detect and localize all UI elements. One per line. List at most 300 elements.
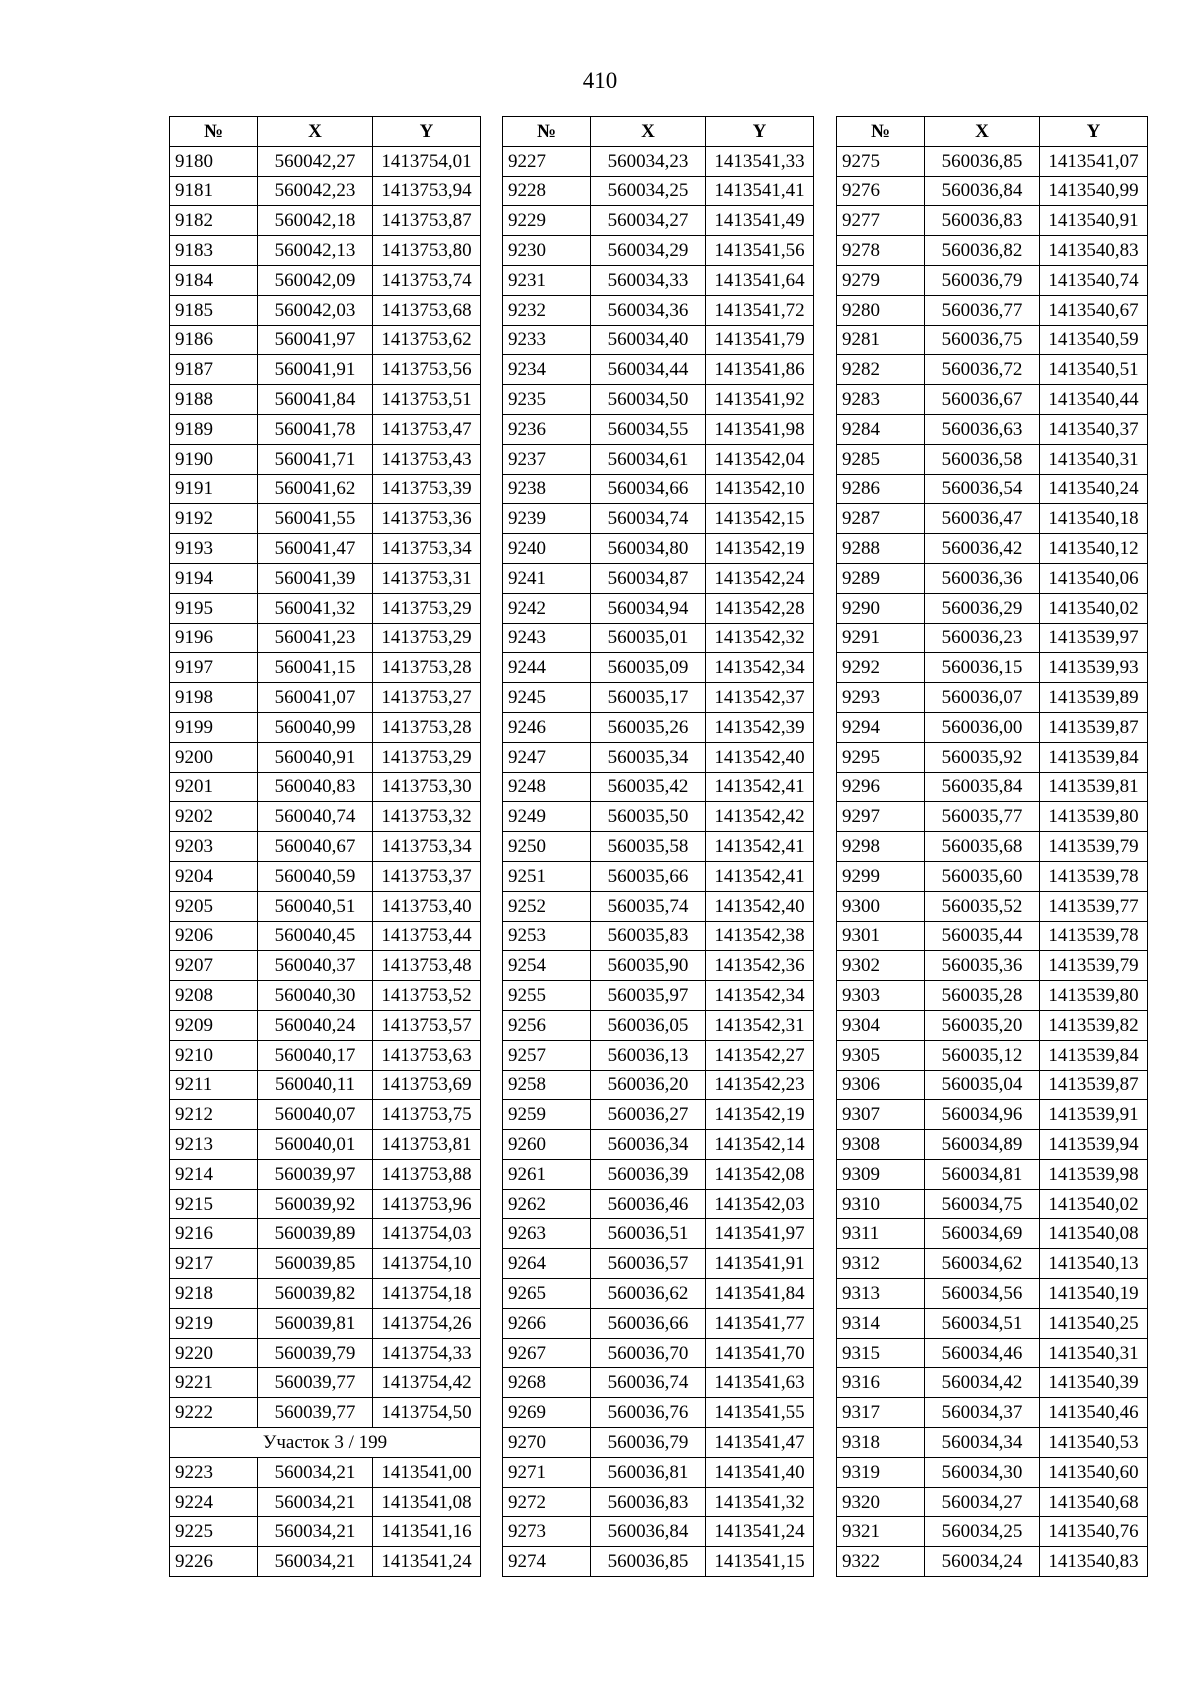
header-row xyxy=(837,117,1148,147)
point-number: 9217 xyxy=(170,1249,258,1279)
point-number: 9315 xyxy=(837,1338,925,1368)
y-coordinate: 1413753,68 xyxy=(373,295,481,325)
x-coordinate: 560040,74 xyxy=(258,802,373,832)
point-number: 9306 xyxy=(837,1070,925,1100)
table-row xyxy=(503,504,814,534)
x-coordinate: 560039,85 xyxy=(258,1249,373,1279)
point-number: 9257 xyxy=(503,1040,591,1070)
point-number: 9187 xyxy=(170,355,258,385)
x-coordinate: 560036,75 xyxy=(925,325,1040,355)
y-coordinate: 1413541,40 xyxy=(706,1457,814,1487)
x-coordinate: 560034,66 xyxy=(591,474,706,504)
table-row xyxy=(170,1249,481,1279)
point-number: 9293 xyxy=(837,683,925,713)
y-coordinate: 1413753,34 xyxy=(373,832,481,862)
x-coordinate: 560034,51 xyxy=(925,1308,1040,1338)
point-number: 9263 xyxy=(503,1219,591,1249)
y-coordinate: 1413753,27 xyxy=(373,683,481,713)
x-coordinate: 560034,74 xyxy=(591,504,706,534)
table-row xyxy=(837,1100,1148,1130)
point-number: 9196 xyxy=(170,623,258,653)
x-coordinate: 560040,91 xyxy=(258,742,373,772)
x-coordinate: 560035,28 xyxy=(925,981,1040,1011)
x-coordinate: 560036,70 xyxy=(591,1338,706,1368)
x-coordinate: 560041,23 xyxy=(258,623,373,653)
point-number: 9194 xyxy=(170,563,258,593)
x-coordinate: 560040,83 xyxy=(258,772,373,802)
table-row xyxy=(170,1279,481,1309)
point-number: 9301 xyxy=(837,921,925,951)
y-coordinate: 1413541,41 xyxy=(706,176,814,206)
table-row xyxy=(170,861,481,891)
x-coordinate: 560040,45 xyxy=(258,921,373,951)
table-row xyxy=(503,414,814,444)
point-number: 9209 xyxy=(170,1010,258,1040)
point-number: 9237 xyxy=(503,444,591,474)
table-row xyxy=(837,1159,1148,1189)
table-row xyxy=(170,265,481,295)
y-coordinate: 1413540,02 xyxy=(1040,1189,1148,1219)
table-row xyxy=(837,1517,1148,1547)
x-coordinate: 560034,25 xyxy=(591,176,706,206)
point-number: 9260 xyxy=(503,1130,591,1160)
y-coordinate: 1413753,69 xyxy=(373,1070,481,1100)
y-coordinate: 1413539,91 xyxy=(1040,1100,1148,1130)
y-coordinate: 1413542,19 xyxy=(706,534,814,564)
y-coordinate: 1413541,15 xyxy=(706,1547,814,1577)
y-coordinate: 1413540,18 xyxy=(1040,504,1148,534)
y-coordinate: 1413539,80 xyxy=(1040,981,1148,1011)
x-coordinate: 560034,21 xyxy=(258,1457,373,1487)
table-row xyxy=(170,1368,481,1398)
table-row xyxy=(837,236,1148,266)
point-number: 9312 xyxy=(837,1249,925,1279)
table-row xyxy=(170,534,481,564)
point-number: 9253 xyxy=(503,921,591,951)
point-number: 9225 xyxy=(170,1517,258,1547)
point-number: 9201 xyxy=(170,772,258,802)
point-number: 9285 xyxy=(837,444,925,474)
y-coordinate: 1413753,56 xyxy=(373,355,481,385)
table-row xyxy=(837,1010,1148,1040)
table-row xyxy=(170,444,481,474)
x-coordinate: 560040,11 xyxy=(258,1070,373,1100)
table-row xyxy=(837,1308,1148,1338)
y-coordinate: 1413753,88 xyxy=(373,1159,481,1189)
y-coordinate: 1413539,78 xyxy=(1040,861,1148,891)
x-coordinate: 560035,58 xyxy=(591,832,706,862)
x-coordinate: 560034,81 xyxy=(925,1159,1040,1189)
x-coordinate: 560036,34 xyxy=(591,1130,706,1160)
table-row xyxy=(503,1457,814,1487)
x-coordinate: 560034,40 xyxy=(591,325,706,355)
table-row xyxy=(170,1070,481,1100)
point-number: 9233 xyxy=(503,325,591,355)
x-coordinate: 560036,29 xyxy=(925,593,1040,623)
point-number: 9269 xyxy=(503,1398,591,1428)
table-row xyxy=(170,1398,481,1428)
y-coordinate: 1413542,38 xyxy=(706,921,814,951)
y-coordinate: 1413540,91 xyxy=(1040,206,1148,236)
y-coordinate: 1413540,74 xyxy=(1040,265,1148,295)
point-number: 9210 xyxy=(170,1040,258,1070)
point-number: 9271 xyxy=(503,1457,591,1487)
y-coordinate: 1413542,34 xyxy=(706,981,814,1011)
table-row xyxy=(170,236,481,266)
point-number: 9300 xyxy=(837,891,925,921)
table-row xyxy=(503,981,814,1011)
point-number: 9239 xyxy=(503,504,591,534)
y-coordinate: 1413753,29 xyxy=(373,742,481,772)
table-row xyxy=(170,802,481,832)
x-coordinate: 560034,37 xyxy=(925,1398,1040,1428)
table-row xyxy=(503,1249,814,1279)
point-number: 9232 xyxy=(503,295,591,325)
x-coordinate: 560036,05 xyxy=(591,1010,706,1040)
point-number: 9184 xyxy=(170,265,258,295)
y-coordinate: 1413753,75 xyxy=(373,1100,481,1130)
x-coordinate: 560041,84 xyxy=(258,385,373,415)
table-row xyxy=(837,1219,1148,1249)
y-coordinate: 1413541,92 xyxy=(706,385,814,415)
point-number: 9270 xyxy=(503,1428,591,1458)
x-coordinate: 560036,84 xyxy=(591,1517,706,1547)
x-coordinate: 560040,37 xyxy=(258,951,373,981)
point-number: 9313 xyxy=(837,1279,925,1309)
point-number: 9193 xyxy=(170,534,258,564)
x-coordinate: 560034,23 xyxy=(591,146,706,176)
point-number: 9235 xyxy=(503,385,591,415)
y-coordinate: 1413542,31 xyxy=(706,1010,814,1040)
x-coordinate: 560040,51 xyxy=(258,891,373,921)
y-coordinate: 1413541,55 xyxy=(706,1398,814,1428)
table-row xyxy=(837,176,1148,206)
y-coordinate: 1413540,24 xyxy=(1040,474,1148,504)
x-coordinate: 560036,00 xyxy=(925,712,1040,742)
table-row xyxy=(170,1338,481,1368)
point-number: 9316 xyxy=(837,1368,925,1398)
y-coordinate: 1413753,28 xyxy=(373,653,481,683)
x-coordinate: 560035,01 xyxy=(591,623,706,653)
x-coordinate: 560041,39 xyxy=(258,563,373,593)
x-coordinate: 560034,44 xyxy=(591,355,706,385)
point-number: 9267 xyxy=(503,1338,591,1368)
y-coordinate: 1413753,81 xyxy=(373,1130,481,1160)
x-coordinate: 560036,79 xyxy=(591,1428,706,1458)
table-row xyxy=(170,921,481,951)
point-number: 9292 xyxy=(837,653,925,683)
table-row xyxy=(837,265,1148,295)
x-coordinate: 560034,87 xyxy=(591,563,706,593)
table-row xyxy=(170,1189,481,1219)
table-row xyxy=(503,1368,814,1398)
point-number: 9212 xyxy=(170,1100,258,1130)
table-row xyxy=(837,981,1148,1011)
table-row xyxy=(503,236,814,266)
x-coordinate: 560036,84 xyxy=(925,176,1040,206)
point-number: 9266 xyxy=(503,1308,591,1338)
y-coordinate: 1413540,25 xyxy=(1040,1308,1148,1338)
x-coordinate: 560036,07 xyxy=(925,683,1040,713)
x-coordinate: 560036,51 xyxy=(591,1219,706,1249)
x-coordinate: 560042,27 xyxy=(258,146,373,176)
point-number: 9299 xyxy=(837,861,925,891)
point-number: 9256 xyxy=(503,1010,591,1040)
table-row xyxy=(837,206,1148,236)
point-number: 9317 xyxy=(837,1398,925,1428)
point-number: 9249 xyxy=(503,802,591,832)
y-coordinate: 1413541,91 xyxy=(706,1249,814,1279)
x-coordinate: 560035,20 xyxy=(925,1010,1040,1040)
table-row xyxy=(503,921,814,951)
x-coordinate: 560034,33 xyxy=(591,265,706,295)
x-coordinate: 560041,32 xyxy=(258,593,373,623)
x-coordinate: 560042,09 xyxy=(258,265,373,295)
y-coordinate: 1413542,24 xyxy=(706,563,814,593)
point-number: 9238 xyxy=(503,474,591,504)
x-coordinate: 560041,78 xyxy=(258,414,373,444)
point-number: 9248 xyxy=(503,772,591,802)
point-number: 9226 xyxy=(170,1547,258,1577)
x-coordinate: 560034,29 xyxy=(591,236,706,266)
x-coordinate: 560039,89 xyxy=(258,1219,373,1249)
point-number: 9241 xyxy=(503,563,591,593)
y-coordinate: 1413753,63 xyxy=(373,1040,481,1070)
x-coordinate: 560035,97 xyxy=(591,981,706,1011)
y-coordinate: 1413540,99 xyxy=(1040,176,1148,206)
point-number: 9318 xyxy=(837,1428,925,1458)
y-coordinate: 1413540,31 xyxy=(1040,444,1148,474)
x-coordinate: 560041,62 xyxy=(258,474,373,504)
point-number: 9206 xyxy=(170,921,258,951)
table-row xyxy=(170,325,481,355)
point-number: 9303 xyxy=(837,981,925,1011)
point-number: 9223 xyxy=(170,1457,258,1487)
y-coordinate: 1413540,83 xyxy=(1040,236,1148,266)
y-coordinate: 1413541,47 xyxy=(706,1428,814,1458)
table-row xyxy=(170,832,481,862)
y-coordinate: 1413754,01 xyxy=(373,146,481,176)
x-coordinate: 560035,17 xyxy=(591,683,706,713)
point-number: 9216 xyxy=(170,1219,258,1249)
point-number: 9287 xyxy=(837,504,925,534)
y-coordinate: 1413539,78 xyxy=(1040,921,1148,951)
table-row xyxy=(837,414,1148,444)
y-coordinate: 1413753,48 xyxy=(373,951,481,981)
y-coordinate: 1413540,68 xyxy=(1040,1487,1148,1517)
point-number: 9291 xyxy=(837,623,925,653)
point-number: 9274 xyxy=(503,1547,591,1577)
table-row xyxy=(170,653,481,683)
point-number: 9304 xyxy=(837,1010,925,1040)
table-row xyxy=(503,1428,814,1458)
point-number: 9294 xyxy=(837,712,925,742)
point-number: 9192 xyxy=(170,504,258,534)
table-row xyxy=(503,1308,814,1338)
x-coordinate: 560042,03 xyxy=(258,295,373,325)
y-coordinate: 1413541,33 xyxy=(706,146,814,176)
y-coordinate: 1413542,32 xyxy=(706,623,814,653)
point-number: 9183 xyxy=(170,236,258,266)
header-number: № xyxy=(503,117,591,147)
y-coordinate: 1413539,89 xyxy=(1040,683,1148,713)
x-coordinate: 560034,62 xyxy=(925,1249,1040,1279)
y-coordinate: 1413540,02 xyxy=(1040,593,1148,623)
table-row xyxy=(837,623,1148,653)
point-number: 9307 xyxy=(837,1100,925,1130)
point-number: 9296 xyxy=(837,772,925,802)
x-coordinate: 560035,42 xyxy=(591,772,706,802)
y-coordinate: 1413754,42 xyxy=(373,1368,481,1398)
table-row xyxy=(837,1189,1148,1219)
y-coordinate: 1413753,52 xyxy=(373,981,481,1011)
table-row xyxy=(503,832,814,862)
x-coordinate: 560041,91 xyxy=(258,355,373,385)
y-coordinate: 1413540,31 xyxy=(1040,1338,1148,1368)
point-number: 9281 xyxy=(837,325,925,355)
point-number: 9197 xyxy=(170,653,258,683)
table-row xyxy=(837,1279,1148,1309)
table-row xyxy=(837,504,1148,534)
y-coordinate: 1413541,07 xyxy=(1040,146,1148,176)
x-coordinate: 560036,72 xyxy=(925,355,1040,385)
y-coordinate: 1413753,28 xyxy=(373,712,481,742)
table-row xyxy=(503,325,814,355)
point-number: 9208 xyxy=(170,981,258,1011)
x-coordinate: 560035,09 xyxy=(591,653,706,683)
y-coordinate: 1413753,80 xyxy=(373,236,481,266)
y-coordinate: 1413541,72 xyxy=(706,295,814,325)
y-coordinate: 1413540,13 xyxy=(1040,1249,1148,1279)
table-row xyxy=(170,1100,481,1130)
point-number: 9258 xyxy=(503,1070,591,1100)
table-row xyxy=(503,772,814,802)
table-row xyxy=(837,1487,1148,1517)
point-number: 9259 xyxy=(503,1100,591,1130)
point-number: 9280 xyxy=(837,295,925,325)
header-x: X xyxy=(258,117,373,147)
point-number: 9198 xyxy=(170,683,258,713)
table-row xyxy=(837,1368,1148,1398)
y-coordinate: 1413542,41 xyxy=(706,772,814,802)
y-coordinate: 1413542,19 xyxy=(706,1100,814,1130)
x-coordinate: 560036,67 xyxy=(925,385,1040,415)
table-row xyxy=(837,474,1148,504)
table-row xyxy=(837,534,1148,564)
y-coordinate: 1413539,81 xyxy=(1040,772,1148,802)
point-number: 9310 xyxy=(837,1189,925,1219)
x-coordinate: 560035,66 xyxy=(591,861,706,891)
table-row xyxy=(170,742,481,772)
x-coordinate: 560036,20 xyxy=(591,1070,706,1100)
header-y: Y xyxy=(706,117,814,147)
x-coordinate: 560034,27 xyxy=(591,206,706,236)
point-number: 9190 xyxy=(170,444,258,474)
table-row xyxy=(837,891,1148,921)
point-number: 9314 xyxy=(837,1308,925,1338)
table-row xyxy=(170,683,481,713)
point-number: 9295 xyxy=(837,742,925,772)
header-y: Y xyxy=(1040,117,1148,147)
y-coordinate: 1413539,98 xyxy=(1040,1159,1148,1189)
table-row xyxy=(503,712,814,742)
y-coordinate: 1413542,23 xyxy=(706,1070,814,1100)
y-coordinate: 1413542,15 xyxy=(706,504,814,534)
table-row xyxy=(837,593,1148,623)
table-row xyxy=(837,1040,1148,1070)
y-coordinate: 1413542,28 xyxy=(706,593,814,623)
table-row xyxy=(170,1130,481,1160)
y-coordinate: 1413539,80 xyxy=(1040,802,1148,832)
x-coordinate: 560035,84 xyxy=(925,772,1040,802)
y-coordinate: 1413540,60 xyxy=(1040,1457,1148,1487)
table-row xyxy=(170,1487,481,1517)
table-row xyxy=(837,742,1148,772)
point-number: 9231 xyxy=(503,265,591,295)
y-coordinate: 1413540,83 xyxy=(1040,1547,1148,1577)
header-row xyxy=(503,117,814,147)
x-coordinate: 560039,82 xyxy=(258,1279,373,1309)
point-number: 9224 xyxy=(170,1487,258,1517)
x-coordinate: 560034,30 xyxy=(925,1457,1040,1487)
table-row xyxy=(837,1070,1148,1100)
table-row xyxy=(837,325,1148,355)
table-row xyxy=(503,1100,814,1130)
y-coordinate: 1413753,37 xyxy=(373,861,481,891)
x-coordinate: 560035,83 xyxy=(591,921,706,951)
y-coordinate: 1413540,46 xyxy=(1040,1398,1148,1428)
table-row xyxy=(503,1547,814,1577)
x-coordinate: 560036,46 xyxy=(591,1189,706,1219)
table-row xyxy=(170,772,481,802)
point-number: 9268 xyxy=(503,1368,591,1398)
y-coordinate: 1413541,70 xyxy=(706,1338,814,1368)
x-coordinate: 560035,12 xyxy=(925,1040,1040,1070)
point-number: 9227 xyxy=(503,146,591,176)
x-coordinate: 560036,85 xyxy=(591,1547,706,1577)
x-coordinate: 560034,89 xyxy=(925,1130,1040,1160)
point-number: 9200 xyxy=(170,742,258,772)
y-coordinate: 1413540,08 xyxy=(1040,1219,1148,1249)
table-row xyxy=(170,176,481,206)
header-number: № xyxy=(837,117,925,147)
point-number: 9244 xyxy=(503,653,591,683)
y-coordinate: 1413753,36 xyxy=(373,504,481,534)
y-coordinate: 1413542,04 xyxy=(706,444,814,474)
y-coordinate: 1413540,76 xyxy=(1040,1517,1148,1547)
table-row xyxy=(503,1338,814,1368)
y-coordinate: 1413539,84 xyxy=(1040,1040,1148,1070)
x-coordinate: 560039,97 xyxy=(258,1159,373,1189)
point-number: 9250 xyxy=(503,832,591,862)
point-number: 9272 xyxy=(503,1487,591,1517)
point-number: 9221 xyxy=(170,1368,258,1398)
y-coordinate: 1413542,14 xyxy=(706,1130,814,1160)
point-number: 9199 xyxy=(170,712,258,742)
page-number: 410 xyxy=(582,68,618,93)
x-coordinate: 560040,59 xyxy=(258,861,373,891)
y-coordinate: 1413753,87 xyxy=(373,206,481,236)
y-coordinate: 1413753,30 xyxy=(373,772,481,802)
point-number: 9195 xyxy=(170,593,258,623)
table-row xyxy=(503,385,814,415)
x-coordinate: 560039,92 xyxy=(258,1189,373,1219)
table-row xyxy=(503,683,814,713)
table-row xyxy=(503,1189,814,1219)
table-row xyxy=(837,861,1148,891)
table-row xyxy=(170,712,481,742)
point-number: 9180 xyxy=(170,146,258,176)
